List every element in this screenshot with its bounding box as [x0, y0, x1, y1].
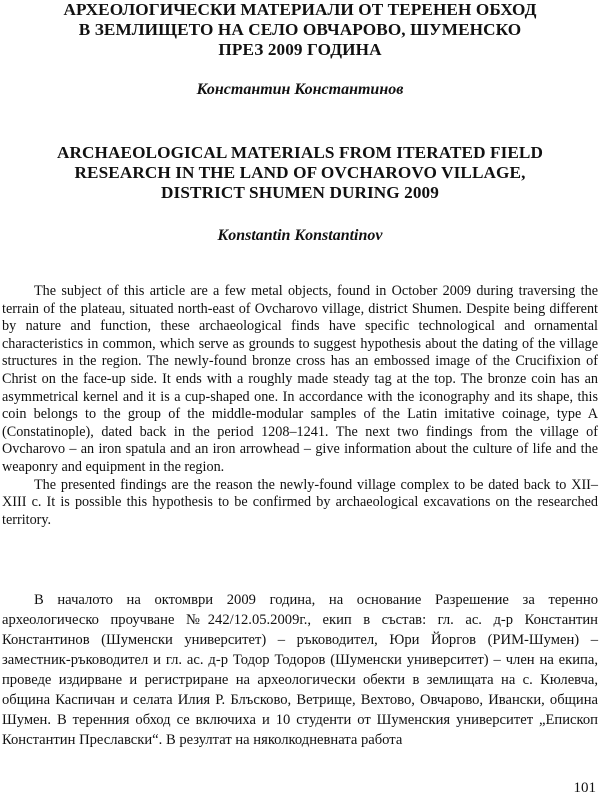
- english-author: Konstantin Konstantinov: [217, 227, 383, 244]
- english-title-line: DISTRICT SHUMEN DURING 2009: [161, 183, 439, 202]
- bulgarian-body-text: [2, 590, 598, 750]
- english-abstract: [2, 283, 598, 529]
- bulgarian-title: [0, 0, 600, 60]
- bulgarian-author: Константин Константинов: [196, 81, 404, 98]
- english-title-line: RESEARCH IN THE LAND OF OVCHAROVO VILLAGE,: [74, 163, 526, 182]
- bulgarian-title-line: АРХЕОЛОГИЧЕСКИ МАТЕРИАЛИ ОТ ТЕРЕНЕН ОБХОД: [63, 0, 537, 19]
- abstract-paragraph: The subject of this article are a few metal objects, found in October 2009 during traversing the terrain of the plateau, situated north-east of Ovcharovo village, district Shumen. Despite being different by nature and function, these archaeological finds have specific technological and ornamental characteristics in common, which serve as grounds to suggest hypothesis about the dating of the village structures in the region. The newly-found bronze cross has an embossed image of the Crucifixion of Christ on the face-up side. It ends with a roughly made steady tag at the top. The bronze coin has an asymmetrical kernel and it is a cup-shaped one. In accordance with the iconography and its shape, this coin belongs to the group of the middle-modular samples of the Latin imitative coinage, type A (Constatinople), dated back in the period 1208–1241. The next two findings from the village of Ovcharovo – an iron spatula and an iron arrowhead – give information about the culture of life and the weaponry and equipment in the region.: [2, 283, 598, 475]
- body-paragraph: В началото на октомври 2009 година, на основание Разрешение за теренно археологическо проучване №242/12.05.2009г., екип в състав: гл. ас. д-р Константин Константинов (Шуменски университет) – ръководител, Юри Йоргов (РИМ-Шумен) – заместник-ръководител и гл. ас. д-р Тодор Тодоров (Шуменски университет) – член на екипа, проведе издирване и регистриране на археологически обекти в землищата на с. Кюлевча, община Каспичан и селата Илия Р. Блъсково, Ветрище, Вехтово, Овчарово, Ивански, община Шумен. В теренния обход се включиха и 10 студенти от Шуменския университет „Епископ Константин Преславски“. В резултат на няколкодневната работа: [2, 592, 598, 748]
- bulgarian-title-line: В ЗЕМЛИЩЕТО НА СЕЛО ОВЧАРОВО, ШУМЕНСКО: [78, 20, 522, 39]
- page-number: 101: [573, 780, 596, 796]
- english-title: [0, 143, 600, 203]
- abstract-paragraph: The presented findings are the reason the newly-found village complex to be dated back to XII–XIII c. It is possible this hypothesis to be confirmed by archaeological excavations on the researched territory.: [2, 476, 598, 528]
- english-title-line: ARCHAEOLOGICAL MATERIALS FROM ITERATED FIELD: [56, 143, 544, 162]
- bulgarian-title-line: ПРЕЗ 2009 ГОДИНА: [218, 40, 382, 59]
